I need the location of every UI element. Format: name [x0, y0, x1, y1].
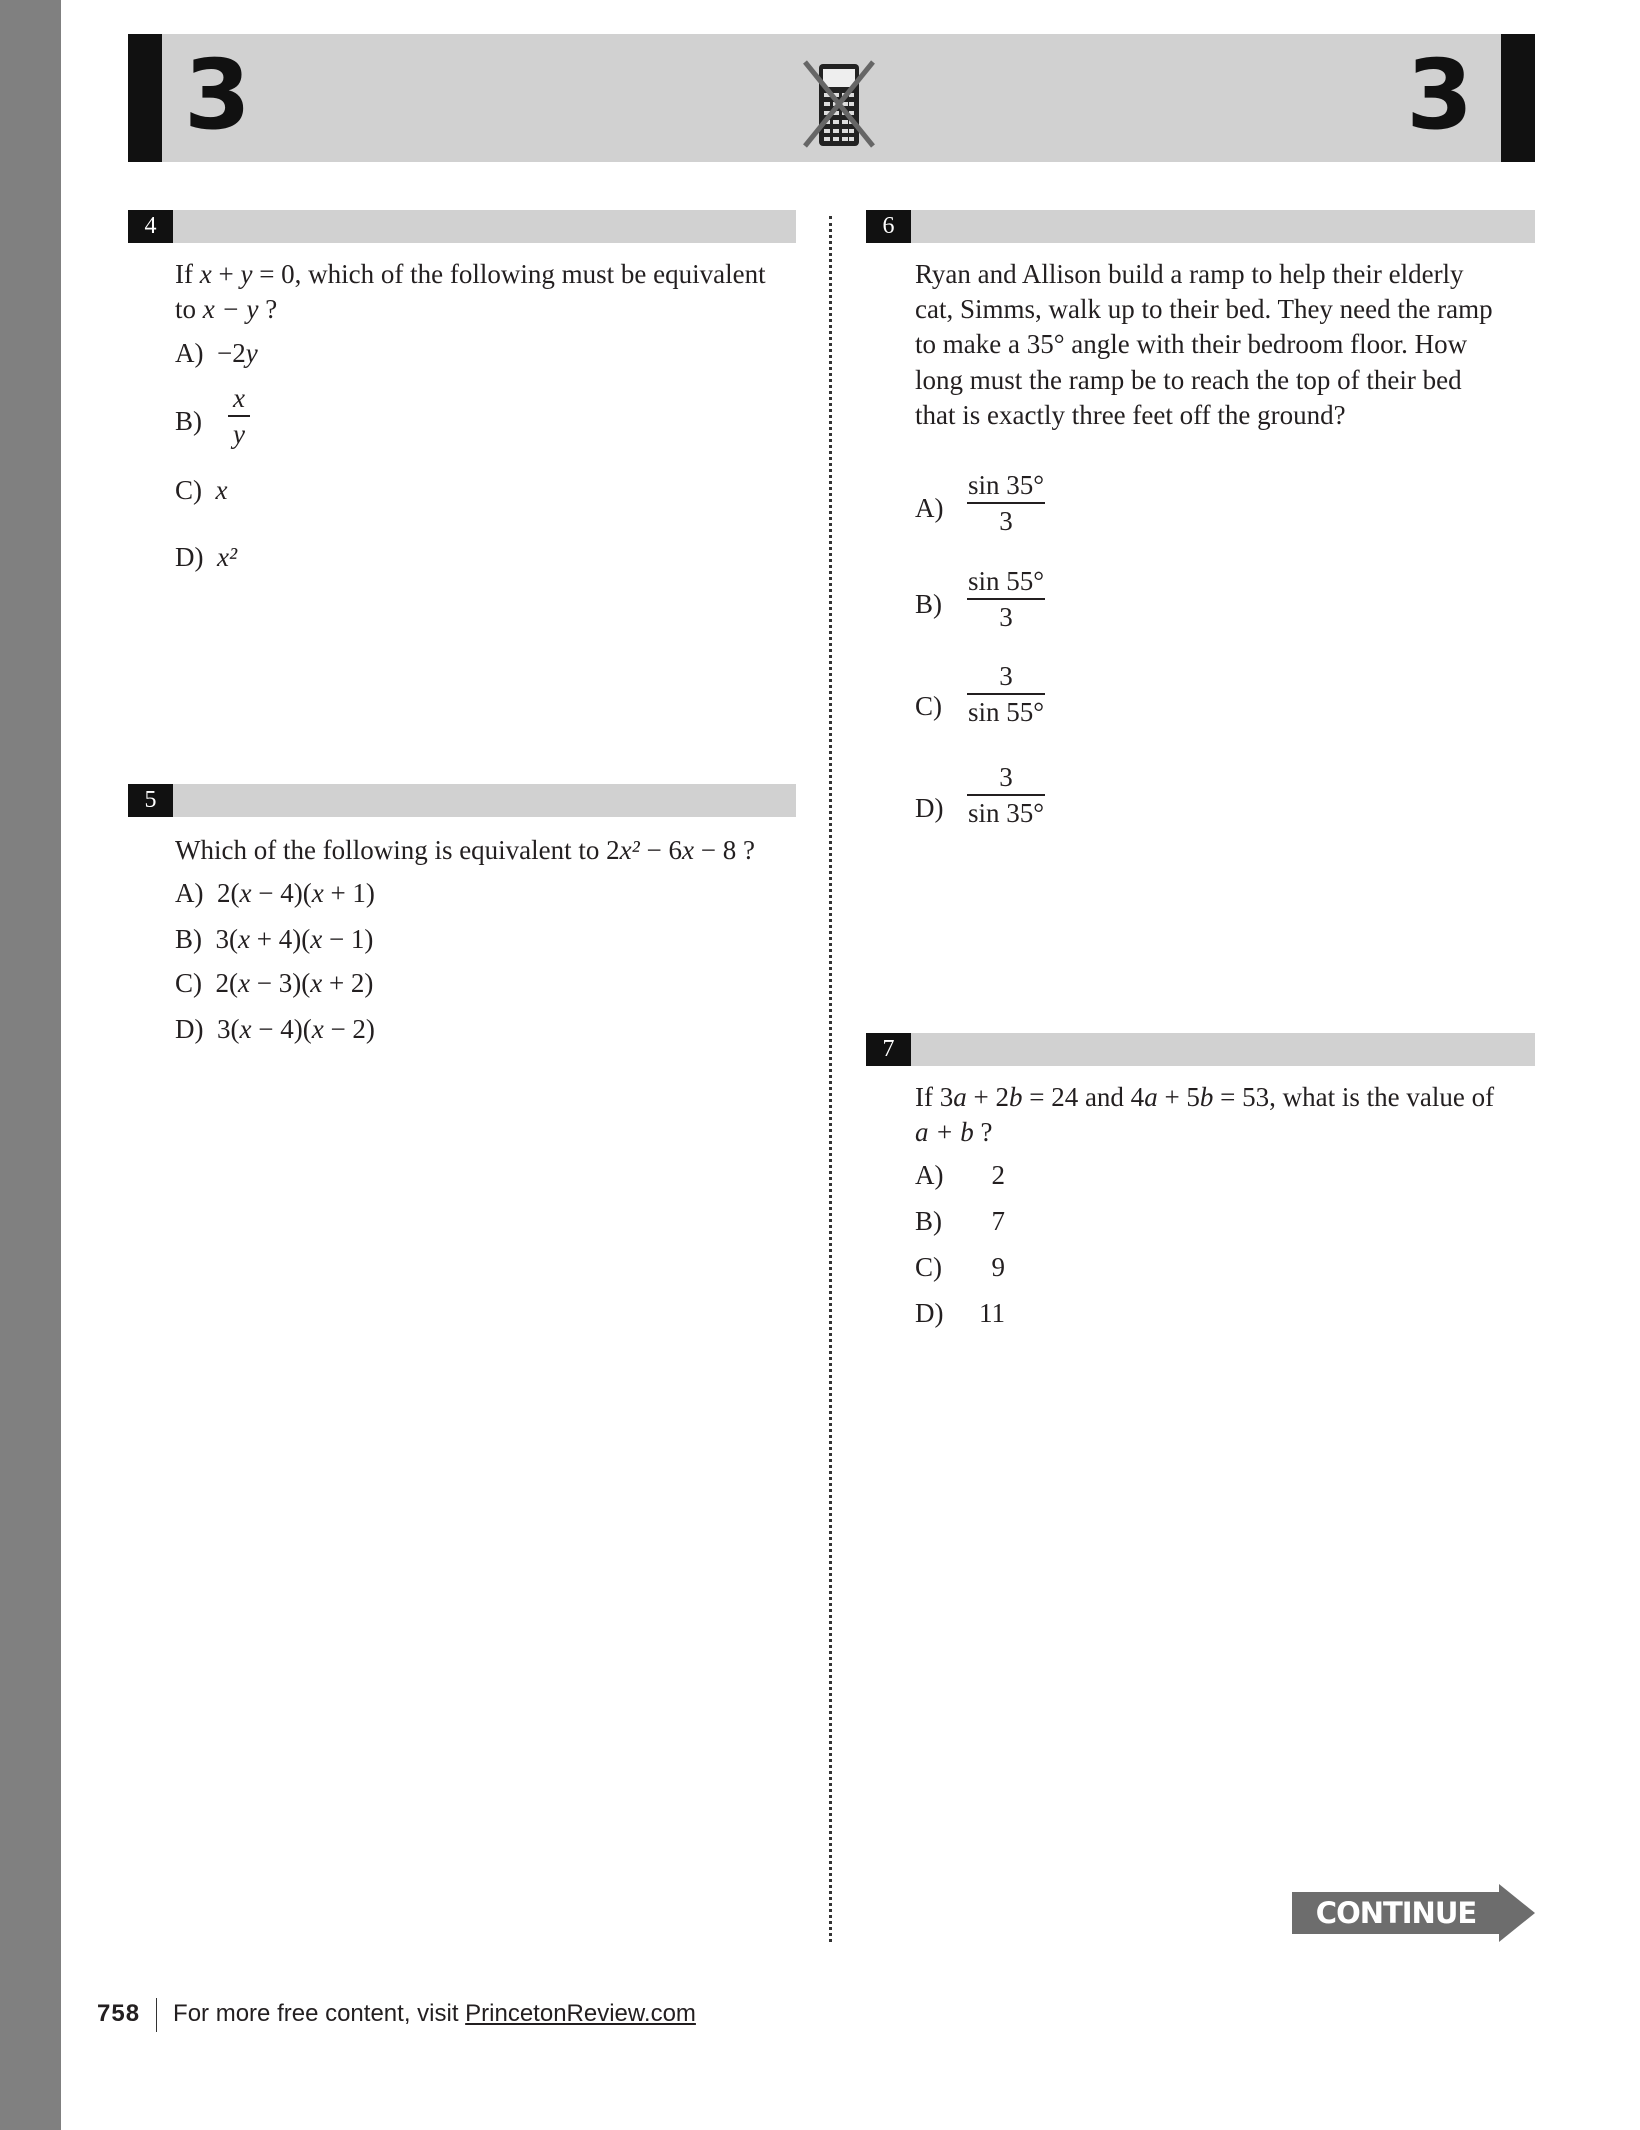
text-segment: + 1) [323, 878, 375, 908]
choice-letter: D) [915, 1298, 944, 1328]
math-variable: x [239, 1014, 252, 1044]
choice-c[interactable] [915, 688, 942, 724]
section-header [128, 34, 1535, 162]
choice-a[interactable] [175, 335, 258, 371]
choice-text [217, 1014, 375, 1044]
choice-b[interactable] [915, 586, 942, 622]
text-segment: + 2) [322, 968, 374, 998]
text-segment: − 3)( [249, 968, 311, 998]
math-variable: x [681, 835, 694, 865]
question-6-prompt-line [915, 397, 1346, 433]
choice-d[interactable] [915, 790, 944, 826]
choice-a[interactable] [915, 490, 944, 526]
text-segment: cat, Simms, walk up to their bed. They need the ramp [915, 294, 1493, 324]
math-variable: x [239, 878, 252, 908]
choice-text [216, 968, 374, 998]
denominator: 3 [999, 602, 1013, 632]
text-segment: long must the ramp be to reach the top of their bed [915, 365, 1462, 395]
footer-text: For more free content, visit [173, 2000, 466, 2027]
text-segment: = 53, what is the value of [1213, 1082, 1495, 1112]
choice-letter: C) [915, 1252, 942, 1282]
numerator: 3 [999, 661, 1013, 691]
page-edge-bar [0, 0, 61, 2130]
choice-letter: B) [175, 406, 202, 436]
text-segment: ? [258, 294, 278, 324]
text-segment: to [175, 294, 203, 324]
denominator: sin 35° [967, 798, 1045, 828]
choice-letter: B) [175, 924, 202, 954]
math-variable: x [238, 924, 250, 954]
choice-text [216, 924, 374, 954]
text-segment: If 3 [915, 1082, 954, 1112]
continue-button[interactable] [1292, 1884, 1535, 1942]
question-number: 6 [866, 210, 911, 243]
choice-letter: D) [175, 1014, 204, 1044]
question-6-prompt-line [915, 326, 1467, 362]
math-variable: x [311, 878, 324, 908]
text-segment: that is exactly three feet off the ground? [915, 400, 1346, 430]
text-segment: ? [973, 1117, 993, 1147]
question-4-prompt-line [175, 256, 766, 292]
choice-text: 7 [991, 1206, 1005, 1236]
choice-d[interactable] [175, 539, 237, 575]
numerator: sin 35° [967, 470, 1045, 500]
text-segment: to make a 35° angle with their bedroom floor. How [915, 329, 1468, 359]
question-number: 7 [866, 1033, 911, 1066]
question-7-prompt-line [915, 1114, 992, 1150]
text-segment: Ryan and Allison build a ramp to help their elderly [915, 259, 1464, 289]
text-segment: + 4)( [249, 924, 311, 954]
choice-letter: A) [915, 1160, 944, 1190]
math-variable: x² [619, 835, 640, 865]
text-segment: + 2 [966, 1082, 1009, 1112]
choice-b[interactable] [175, 403, 202, 439]
math-variable: x [199, 259, 212, 289]
question-5-prompt-line [175, 832, 755, 868]
choice-c[interactable] [175, 965, 373, 1001]
text-segment: − 4)( [251, 1014, 312, 1044]
text-segment: 3( [217, 1014, 240, 1044]
choice-letter: C) [915, 691, 942, 721]
choice-letter: B) [915, 589, 942, 619]
arrow-right-icon [1499, 1884, 1535, 1942]
choice-text [217, 338, 258, 368]
choice-a[interactable] [915, 1157, 1005, 1193]
math-variable: x [310, 968, 323, 998]
question-7-prompt-line [915, 1079, 1494, 1115]
column-divider [829, 216, 832, 1942]
choice-letter: C) [175, 968, 202, 998]
choice-letter: A) [175, 878, 204, 908]
choice-letter: A) [175, 338, 204, 368]
text-segment: − 8 ? [693, 835, 755, 865]
text-segment: + 5 [1157, 1082, 1200, 1112]
choice-b[interactable] [915, 1203, 1005, 1239]
continue-label: CONTINUE [1292, 1892, 1500, 1934]
math-variable: x [238, 968, 250, 998]
math-variable: y [240, 259, 253, 289]
question-6-prompt-line [915, 256, 1464, 292]
choice-text [216, 475, 228, 505]
page-footer [97, 1996, 696, 2032]
math-variable: a + b [915, 1117, 974, 1147]
math-variable: x [311, 1014, 324, 1044]
math-variable: x [310, 924, 323, 954]
choice-a[interactable] [175, 875, 375, 911]
choice-c[interactable] [915, 1249, 1005, 1285]
choice-d[interactable] [915, 1295, 1005, 1331]
math-variable: x [215, 475, 228, 505]
princeton-review-link[interactable]: PrincetonReview.com [465, 2000, 696, 2027]
text-segment: −2 [217, 338, 246, 368]
choice-letter: D) [175, 542, 204, 572]
header-right-bar [1501, 34, 1535, 162]
math-variable: x − y [202, 294, 259, 324]
choice-text: 11 [979, 1298, 1005, 1328]
math-variable: b [1008, 1082, 1023, 1112]
choice-b-fraction [967, 564, 1045, 634]
choice-text: 2 [991, 1160, 1005, 1190]
page-number: 758 [97, 2000, 141, 2027]
math-variable: b [1199, 1082, 1214, 1112]
question-number: 4 [128, 210, 173, 243]
choice-c-fraction [967, 659, 1045, 729]
text-segment: = 0, which of the following must be equivalent [252, 259, 766, 289]
denominator: sin 55° [967, 697, 1045, 727]
section-number-right: 3 [1406, 39, 1473, 151]
choice-letter: D) [915, 793, 944, 823]
choice-c[interactable] [175, 472, 227, 508]
numerator: sin 55° [967, 566, 1045, 596]
math-variable: a [1144, 1082, 1158, 1112]
text-segment: − 2) [323, 1014, 375, 1044]
math-variable: x² [217, 542, 238, 572]
text-segment: 3( [215, 924, 238, 954]
numerator: x [233, 383, 245, 413]
question-4-bar [128, 210, 796, 243]
choice-letter: C) [175, 475, 202, 505]
numerator: 3 [999, 762, 1013, 792]
choice-a-fraction [967, 468, 1045, 538]
choice-text: 9 [991, 1252, 1005, 1282]
math-variable: a [953, 1082, 967, 1112]
section-number-left: 3 [184, 39, 251, 151]
text-segment: − 1) [322, 924, 374, 954]
question-number: 5 [128, 784, 173, 817]
choice-text [217, 542, 237, 572]
question-5-bar [128, 784, 796, 817]
choice-letter: A) [915, 493, 944, 523]
choice-b-fraction [228, 381, 250, 451]
choice-text [217, 878, 375, 908]
denominator: y [233, 419, 245, 449]
question-6-prompt-line [915, 362, 1462, 398]
text-segment: If [175, 259, 200, 289]
question-6-prompt-line [915, 291, 1493, 327]
choice-letter: B) [915, 1206, 942, 1236]
question-4-prompt-line [175, 291, 277, 327]
text-segment: 2( [217, 878, 240, 908]
text-segment: − 4)( [251, 878, 312, 908]
text-segment: Which of the following is equivalent to 2 [175, 835, 620, 865]
text-segment: = 24 and 4 [1022, 1082, 1145, 1112]
math-variable: y [245, 338, 258, 368]
choice-d[interactable] [175, 1011, 375, 1047]
header-left-bar [128, 34, 162, 162]
text-segment: + [211, 259, 241, 289]
text-segment: − 6 [639, 835, 682, 865]
text-segment: 2( [215, 968, 238, 998]
no-calculator-icon [799, 60, 879, 150]
question-7-bar [866, 1033, 1535, 1066]
question-6-bar [866, 210, 1535, 243]
choice-b[interactable] [175, 921, 373, 957]
choice-d-fraction [967, 760, 1045, 830]
footer-divider [156, 1998, 157, 2032]
denominator: 3 [999, 506, 1013, 536]
